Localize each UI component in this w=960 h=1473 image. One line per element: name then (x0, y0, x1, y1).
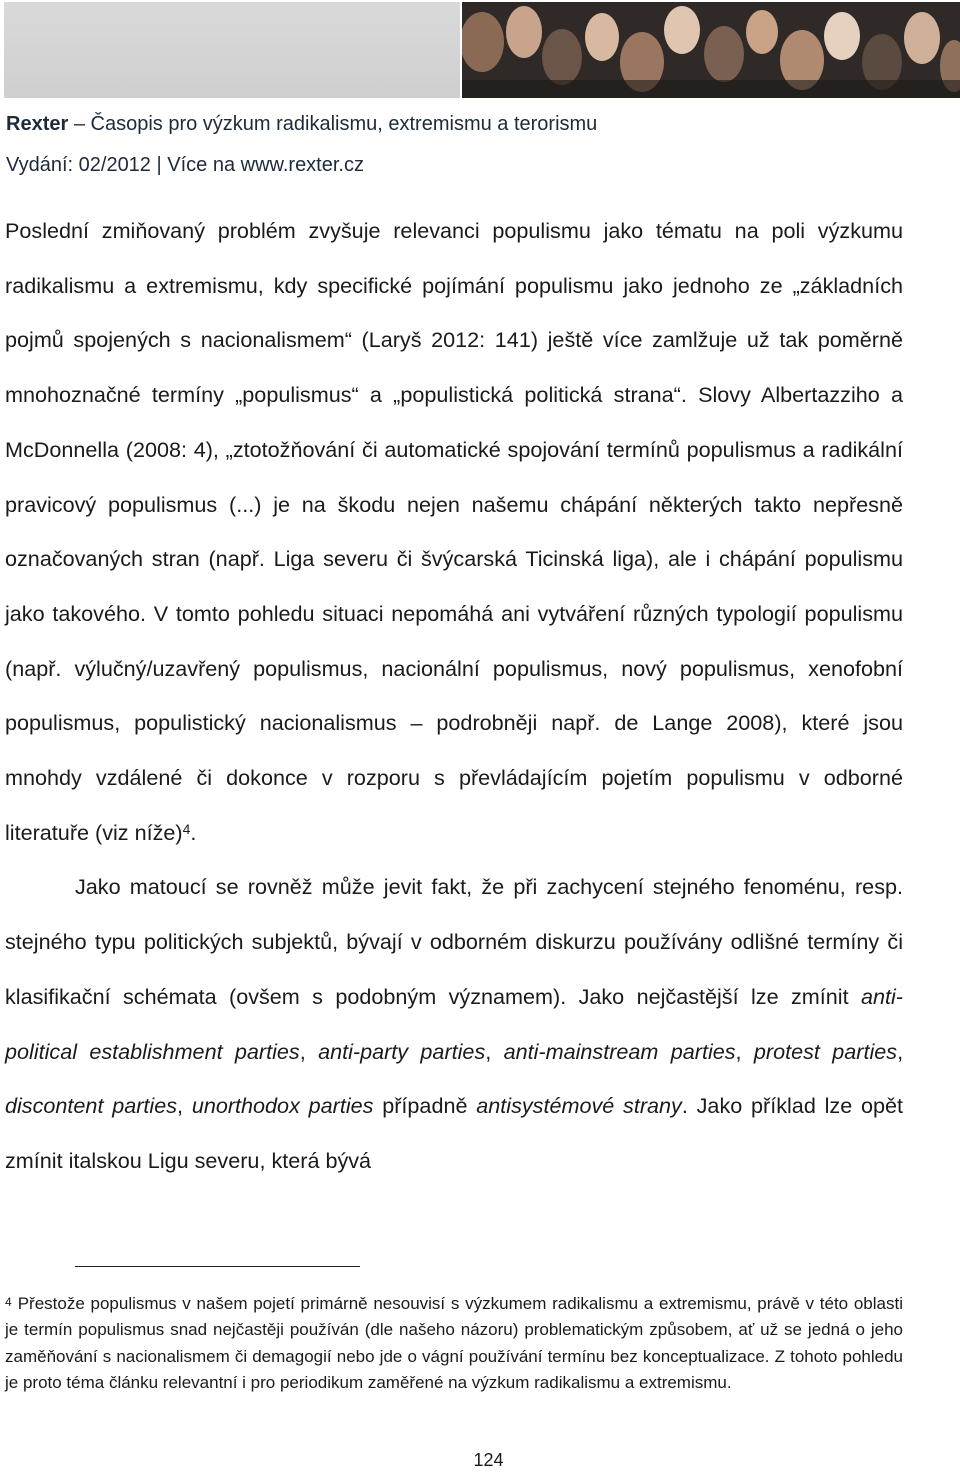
footnote-reference[interactable]: 4 (182, 820, 191, 837)
footnote-text: Přestože populismus v našem pojetí primárně nesouvisí s výzkumem radikalismu a extremismu, právě v této oblasti je termín populismus snad nejčastěji používán (dle našeho názoru) problematickým způsobem, ať už se jedná o jeho zaměňování s nacionalismem či demagogií nebo jde o vágní používání termínu bez konceptualizace. Z tohoto pohledu je proto téma článku relevantní i pro periodikum zaměřené na výzkum radikalismu a extremismu. (5, 1294, 903, 1392)
main-text (5, 204, 903, 1189)
header-crowd-photo (462, 2, 960, 98)
issue-line: Vydání: 02/2012 | Více na www.rexter.cz (6, 154, 364, 176)
footnote (5, 1291, 903, 1396)
journal-subtitle: – Časopis pro výzkum radikalismu, extremismu a terorismu (68, 113, 598, 135)
paragraph-1: Poslední zmiňovaný problém zvyšuje relevanci populismu jako tématu na poli výzkumu radikalismu a extremismu, kdy specifické pojímání populismu jako jednoho ze „základních pojmů spojených s nacionalismem“ (Laryš 2012: 141) ještě více zamlžuje už tak poměrně mnohoznačné termíny „populismus“ a „populistická politická strana“. Slovy Albertazziho a McDonnella (2008: 4), „ztotožňování či automatické spojování termínů populismus a radikální pravicový populismus (...) je na škodu nejen našemu chápání některých takto nepřesně označovaných stran (např. Liga severu či švýcarská Ticinská liga), ale i chápání populismu jako takového. V tomto pohledu situaci nepomáhá ani vytváření různých typologií populismu (např. výlučný/uzavřený populismus, nacionální populismus, nový populismus, xenofobní populismus, populistický nacionalismus – podrobněji např. de Lange 2008), které jsou mnohdy vzdálené či dokonce v rozporu s převládajícím pojetím populismu v odborné literatuře (viz níže)$^4$. (5, 218, 903, 845)
paragraph-2: Jako matoucí se rovněž může jevit fakt, že při zachycení stejného fenoménu, resp. stejného typu politických subjektů, bývají v odborném diskurzu používány odlišné termíny či klasifikační schémata (ovšem s podobným významem). Jako nejčastější lze zmínit anti-political establishment parties, anti-party parties, anti-mainstream parties, protest parties, discontent parties, unorthodox parties případně antisystémové strany. Jako příklad lze opět zmínit italskou Ligu severu, která bývá (5, 874, 904, 1173)
footnote-separator (75, 1266, 360, 1267)
page-number: 124 (473, 1450, 504, 1470)
footnote-mark: 4 (5, 1295, 12, 1309)
journal-name: Rexter (6, 113, 69, 135)
journal-title (6, 110, 597, 138)
header-banner-gray (4, 2, 460, 98)
